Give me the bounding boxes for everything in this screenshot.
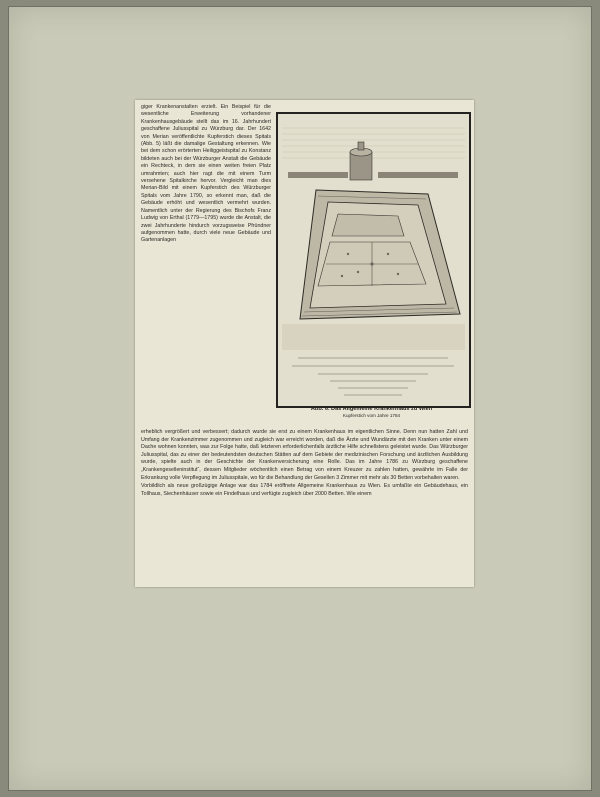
body-paragraph-1: erheblich vergrößert und verbessert; dadurch wurde sie erst zu einem Krankenhaus im eigentlichen Sinne. Denn nun hatten Zahl und Umfang der Krankenzimmer zugenommen und zugleich war erreicht worden, daß die Ärzte und Wundärzte mit den Kranken unter einem Dache wohnen konnten, was zur Folge hatte, daß letzteren erforderlichenfalls ärztliche Hilfe schnellstens geleistet wurde. Das Würzburger Juliusspital, das zu einer der bedeutendsten deutschen Stätten auf dem Gebiete der medizinischen Forschung und ärztlichen Ausbildung wurde, spielte auch in der Geschichte der Krankenversicherung eine Rolle. Das im Jahre 1786 zu Würzburg geschaffene „Krankengeselleninstitut“, dessen Mitglieder wöchentlich einen Betrag von einem Kreuzer zu zahlen hatten, gewährte im Falle der Erkrankung volle Verpflegung im Juliusspitale, wo für die Behandlung der Gesellen 3 Zimmer mit mehr als 30 Betten vorbehalten waren. bbox=[141, 429, 468, 481]
mounting-board bbox=[8, 6, 592, 791]
left-column-text bbox=[141, 104, 271, 245]
figure-caption bbox=[276, 405, 467, 419]
body-paragraph-2: Vorbildlich als neue großzügige Anlage war das 1784 eröffnete Allgemeine Krankenhaus zu Wien. Es umfaßte ein Gebäudehaus, ein Tollhaus, Siechenhäuser sowie ein Findelhaus und verfügte zugleich über 2000 Betten. Wie einem bbox=[141, 483, 468, 497]
left-column-paragraph: giger Krankenanstalten erzielt. Ein Beispiel für die wesentliche Erweiterung vorhandener Krankenhausgebäude stellt das im 16. Jahrhundert geschaffene Juliusspital zu Würzburg dar. Der 1642 von Merian veröffentlichte Kupferstich dieses Spitals (Abb. 5) läßt die damalige Gestaltung erkennen. Wie bei dem schon erörterten Heiliggeistspital zu Konstanz bildeten auch bei der Würzburger Anstalt die Gebäude ein Rechteck, in dem sie einen weiten freien Platz umrahmten; auch hier ragt die mit einem Turm versehene Spitalkirche hervor. Vergleicht man dies Merian-Bild mit einem Kupferstich des Würzburger Spitals vom Jahre 1790, so erkennt man, daß die Gebäude erhöht und wesentlich vermehrt wurden. Namentlich unter der Regierung des Bischofs Franz Ludwig von Erthal (1779—1795) wurde die Anstalt, die zwei Jahrhunderte hindurch vorzugsweise Pfründner aufgenommen hatte, durch viele neue Gebäude und Gartenanlagen bbox=[141, 104, 271, 244]
full-width-text bbox=[141, 429, 468, 499]
newspaper-clipping bbox=[135, 100, 474, 587]
engraving-figure bbox=[276, 112, 471, 408]
figure-caption-subtitle: Kupferstich vom Jahre 1784 bbox=[342, 413, 401, 418]
figure-caption-title: Abb. 6. Das Allgemeine Krankenhaus zu Wien bbox=[310, 406, 433, 412]
hospital-engraving-image bbox=[278, 114, 469, 406]
